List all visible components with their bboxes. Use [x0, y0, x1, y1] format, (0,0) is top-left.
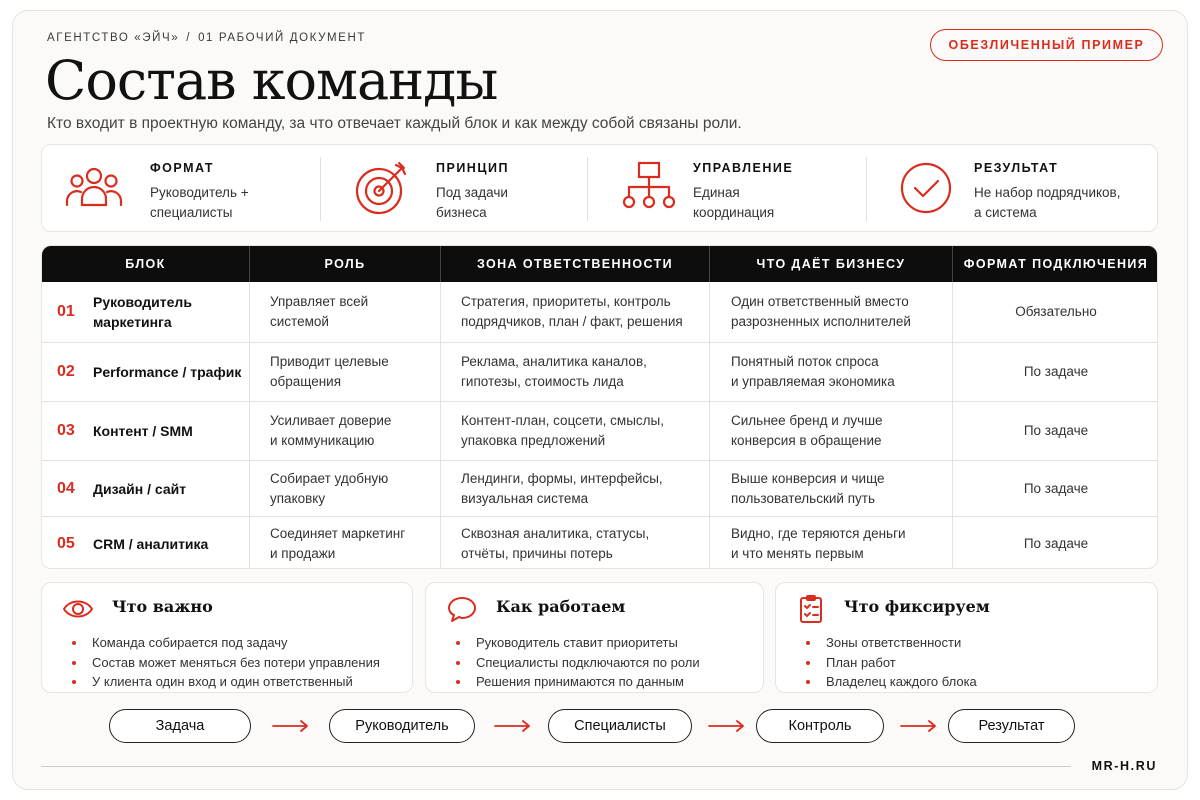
column-header-zone: ЗОНА ОТВЕТСТВЕННОСТИ [476, 257, 674, 271]
cell-line: Выше конверсия и чище [731, 470, 885, 486]
eye-icon [62, 595, 94, 623]
checklist-icon [796, 595, 828, 623]
summary-line: Не набор подрядчиков, [974, 185, 1121, 200]
cell-line: визуальная система [461, 490, 589, 506]
list-item: Состав может меняться без потери управления [72, 653, 380, 673]
page-title: Состав команды [45, 49, 498, 112]
block-name: CRM / аналитика [93, 535, 209, 552]
table-row [42, 342, 1158, 401]
cell-line: Усиливает доверие [270, 413, 392, 428]
role-cell [270, 517, 435, 569]
team-icon [64, 159, 124, 217]
summary-card-principle [330, 145, 590, 233]
summary-card-result [876, 145, 1156, 233]
cell-line: упаковку [270, 490, 326, 506]
summary-text-management [693, 183, 883, 223]
cell-line: Сквозная аналитика, статусы, [461, 525, 650, 541]
zone-cell [461, 517, 706, 569]
format-cell: По задаче [1023, 535, 1089, 551]
list-item: Решения принимаются по данным [456, 672, 700, 692]
block-name: Контент / SMM [93, 423, 193, 439]
summary-label-format: ФОРМАТ [150, 161, 215, 175]
card-list [456, 633, 700, 692]
cell-line: Лендинги, формы, интерфейсы, [461, 470, 663, 486]
cell-line: разрозненных исполнителей [731, 314, 911, 329]
cell-line: и продажи [270, 545, 336, 561]
summary-line: Единая [693, 185, 740, 200]
table-row [42, 516, 1158, 569]
list-item: Зоны ответственности [806, 633, 977, 653]
flow-step-control: Контроль [756, 709, 884, 743]
summary-label-management: УПРАВЛЕНИЕ [693, 161, 794, 175]
summary-text-result [974, 183, 1164, 223]
role-cell [270, 402, 435, 460]
flow-step-manager: Руководитель [329, 709, 475, 743]
header-kicker [47, 32, 366, 44]
card-what-we-fix [775, 582, 1158, 693]
column-header-role: РОЛЬ [324, 257, 366, 271]
summary-text-format [150, 183, 340, 223]
arrow-right-icon [493, 718, 533, 734]
card-list [72, 633, 380, 692]
cell-line: обращения [270, 374, 342, 389]
table-header [42, 246, 1158, 282]
zone-cell [461, 343, 706, 401]
cell-line: Сильнее бренд и лучше [731, 413, 883, 428]
page [12, 10, 1188, 790]
zone-cell [461, 461, 706, 516]
format-cell: По задаче [1023, 480, 1089, 496]
footer-brand[interactable]: MR-H.RU [1091, 759, 1157, 773]
role-cell [270, 282, 435, 342]
value-cell [731, 517, 949, 569]
cell-line: отчёты, причины потерь [461, 545, 613, 561]
cell-line: Реклама, аналитика каналов, [461, 354, 647, 369]
target-icon [352, 159, 412, 217]
summary-card-management [597, 145, 867, 233]
list-item: Специалисты подключаются по роли [456, 653, 700, 673]
page-subtitle: Кто входит в проектную команду, за что отвечает каждый блок и как между собой связаны роли. [47, 115, 742, 132]
cell-line: системой [270, 314, 329, 329]
list-item: Руководитель ставит приоритеты [456, 633, 700, 653]
team-table [41, 245, 1158, 569]
zone-cell [461, 402, 706, 460]
divider [320, 157, 321, 221]
block-name-line: Руководитель [93, 294, 192, 310]
cell-line: Понятный поток спроса [731, 354, 879, 369]
column-header-block: БЛОК [125, 257, 166, 271]
card-important [41, 582, 413, 693]
cell-line: и что менять первым [731, 545, 864, 561]
card-how-we-work [425, 582, 764, 693]
cell-line: Стратегия, приоритеты, контроль [461, 294, 671, 309]
summary-label-result: РЕЗУЛЬТАТ [974, 161, 1059, 175]
kicker-separator: / [186, 32, 192, 44]
row-number: 04 [57, 479, 75, 497]
cell-line: подрядчиков, план / факт, решения [461, 314, 683, 329]
list-item: Команда собирается под задачу [72, 633, 380, 653]
cell-line: Видно, где теряются деньги [731, 525, 906, 541]
value-cell [731, 282, 949, 342]
format-cell: По задаче [1023, 364, 1089, 379]
flow-step-task: Задача [109, 709, 251, 743]
zone-cell [461, 282, 706, 342]
cell-line: Собирает удобную [270, 470, 389, 486]
block-name: Performance / трафик [93, 364, 242, 380]
cell-line: Соединяет маркетинг [270, 525, 406, 541]
cell-line: Приводит целевые [270, 354, 389, 369]
flow-step-result: Результат [948, 709, 1075, 743]
cell-line: Контент-план, соцсети, смыслы, [461, 413, 664, 428]
card-list [806, 633, 977, 692]
footer-divider [41, 766, 1071, 767]
summary-line: Руководитель + [150, 185, 249, 200]
cell-line: Один ответственный вместо [731, 294, 909, 309]
list-item: План работ [806, 653, 977, 673]
summary-strip [41, 144, 1158, 232]
list-item: У клиента один вход и один ответственный [72, 672, 380, 692]
block-name-line: маркетинга [93, 314, 172, 330]
summary-line: бизнеса [436, 205, 487, 220]
card-title: Что важно [112, 597, 213, 616]
value-cell [731, 461, 949, 516]
card-title: Что фиксируем [844, 597, 990, 616]
cell-line: упаковка предложений [461, 433, 606, 448]
summary-line: координация [693, 205, 775, 220]
block-name: Дизайн / сайт [93, 480, 187, 497]
summary-label-principle: ПРИНЦИП [436, 161, 509, 175]
hierarchy-icon [619, 159, 679, 217]
flow-step-specialists: Специалисты [548, 709, 692, 743]
table-row [42, 282, 1158, 342]
summary-line: специалисты [150, 205, 233, 220]
cell-line: гипотезы, стоимость лида [461, 374, 624, 389]
arrow-right-icon [899, 718, 939, 734]
value-cell [731, 402, 949, 460]
cell-line: пользовательский путь [731, 490, 875, 506]
summary-line: а система [974, 205, 1037, 220]
table-row [42, 460, 1158, 516]
divider [587, 157, 588, 221]
row-number: 01 [57, 303, 75, 320]
card-title: Как работаем [496, 597, 626, 616]
summary-line: Под задачи [436, 185, 508, 200]
column-header-value: ЧТО ДАЁТ БИЗНЕСУ [756, 257, 906, 271]
check-circle-icon [898, 159, 958, 217]
cell-line: конверсия в обращение [731, 433, 882, 448]
cell-line: и коммуникацию [270, 433, 375, 448]
value-cell [731, 343, 949, 401]
format-cell: Обязательно [1015, 304, 1097, 319]
arrow-right-icon [707, 718, 747, 734]
list-item: Владелец каждого блока [806, 672, 977, 692]
cell-line: и управляемая экономика [731, 374, 895, 389]
arrow-right-icon [271, 718, 311, 734]
document-label: 01 РАБОЧИЙ ДОКУМЕНТ [198, 32, 366, 44]
cell-line: Управляет всей [270, 294, 369, 309]
agency-name: АГЕНТСТВО «ЭЙЧ» [47, 32, 180, 44]
summary-card-format [42, 145, 322, 233]
chat-bubble-icon [446, 595, 478, 623]
row-number: 05 [57, 534, 75, 552]
row-number: 02 [57, 363, 75, 380]
format-cell: По задаче [1023, 423, 1089, 438]
role-cell [270, 461, 435, 516]
anonymized-badge: ОБЕЗЛИЧЕННЫЙ ПРИМЕР [930, 29, 1163, 61]
divider [866, 157, 867, 221]
block-name [93, 282, 248, 342]
role-cell [270, 343, 435, 401]
table-row [42, 401, 1158, 460]
row-number: 03 [57, 422, 75, 439]
column-header-format: ФОРМАТ ПОДКЛЮЧЕНИЯ [963, 257, 1149, 271]
